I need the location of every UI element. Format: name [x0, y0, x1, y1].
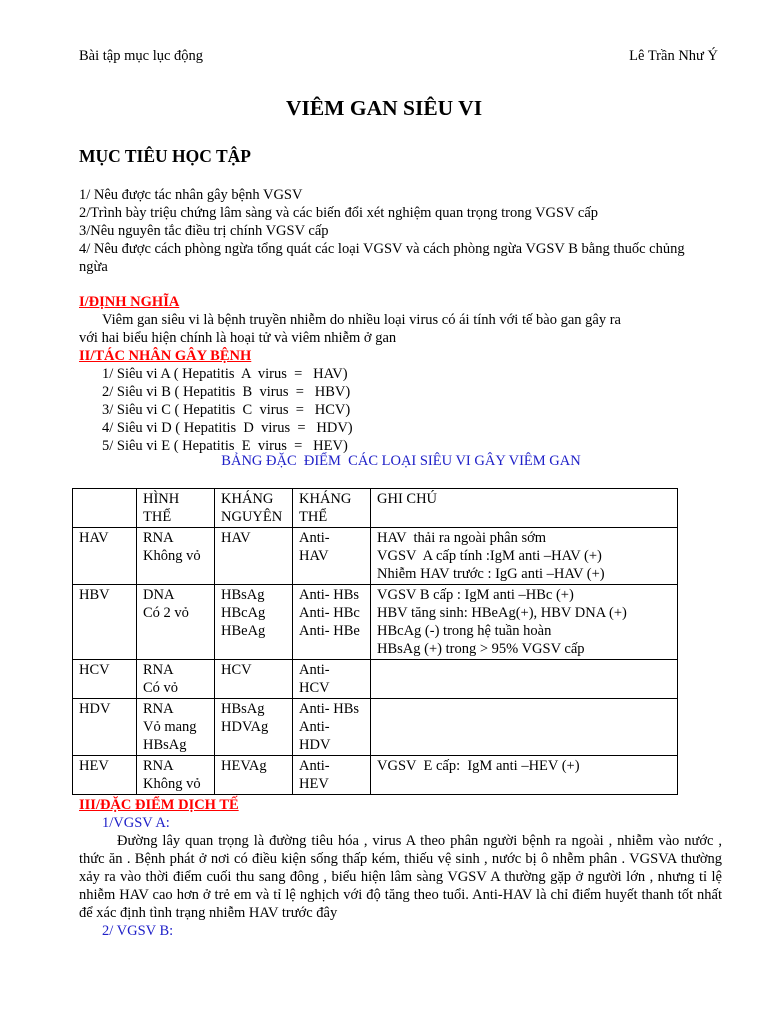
header-cell: KHÁNG NGUYÊN	[215, 489, 293, 528]
cause-item: 3/ Siêu vi C ( Hepatitis C virus = HCV)	[102, 402, 351, 418]
shape-cell: RNA Có vỏ	[137, 660, 215, 699]
notes-cell	[371, 660, 678, 699]
notes-cell: VGSV E cấp: IgM anti –HEV (+)	[371, 756, 678, 795]
virus-name-cell: HAV	[73, 528, 137, 585]
notes-cell: HAV thải ra ngoài phân sớm VGSV A cấp tính :IgM anti –HAV (+) Nhiễm HAV trước : IgG anti –HAV (+)	[371, 528, 678, 585]
antigen-cell: HCV	[215, 660, 293, 699]
header-cell: KHÁNG THỂ	[293, 489, 371, 528]
table-row	[73, 528, 678, 585]
antibody-cell: Anti- HEV	[293, 756, 371, 795]
epidemiology-section	[79, 796, 722, 940]
page-title: VIÊM GAN SIÊU VI	[285, 96, 483, 120]
vgsv-a-paragraph: Đường lây quan trọng là đường tiêu hóa , virus A theo phân người bệnh ra ngoài , nhiễm vào nước , thức ăn . Bệnh phát ở nơi có điều kiện sống thấp kém, thiếu vệ sinh , nước bị ô nhễm phân . VGSVA thường xảy ra vào thời điểm cuối thu sang đông , biểu hiện lâm sàng VGSV A thường gặp ở người lớn , nhưng tỉ lệ nhiễm HAV cao hơn ở trẻ em và tỉ lệ nghịch với độ tăng theo tuổi. Anti-HAV là chỉ điểm huyết thanh tốt nhất để xác định tình trạng nhiễm HAV trước đây	[79, 833, 722, 921]
table-row	[73, 699, 678, 756]
header-cell	[73, 489, 137, 528]
cause-item: 2/ Siêu vi B ( Hepatitis B virus = HBV)	[102, 384, 351, 400]
objective-item: 2/Trình bày triệu chứng lâm sàng và các biến đổi xét nghiệm quan trọng trong VGSV cấp	[79, 205, 599, 221]
objectives-heading: MỤC TIÊU HỌC TẬP	[79, 146, 251, 166]
shape-cell: DNA Có 2 vỏ	[137, 585, 215, 660]
notes-cell	[371, 699, 678, 756]
table-header-row	[73, 489, 678, 528]
virus-table	[72, 488, 678, 795]
virus-name-cell: HCV	[73, 660, 137, 699]
virus-name-cell: HBV	[73, 585, 137, 660]
antibody-cell: Anti- HAV	[293, 528, 371, 585]
subsection-vgsv-a: 1/VGSV A:	[102, 815, 170, 831]
table-row	[73, 585, 678, 660]
antigen-cell: HEVAg	[215, 756, 293, 795]
antigen-cell: HBsAg HBcAg HBeAg	[215, 585, 293, 660]
cause-item: 1/ Siêu vi A ( Hepatitis A virus = HAV)	[102, 366, 348, 382]
definition-text: với hai biểu hiện chính là hoại tử và viêm nhiễm ở gan	[79, 330, 397, 346]
definition-section	[79, 293, 722, 455]
subsection-vgsv-b: 2/ VGSV B:	[102, 923, 174, 939]
virus-name-cell: HDV	[73, 699, 137, 756]
causes-heading: II/TÁC NHÂN GÂY BỆNH	[79, 348, 252, 364]
table-row	[73, 660, 678, 699]
definition-heading: I/ĐỊNH NGHĨA	[79, 294, 180, 310]
table-row	[73, 756, 678, 795]
table-caption: BẢNG ĐẶC ĐIỂM CÁC LOẠI SIÊU VI GÂY VIÊM GAN	[221, 453, 581, 469]
cause-item: 5/ Siêu vi E ( Hepatitis E virus = HEV)	[102, 438, 348, 454]
epidemiology-heading: III/ĐẶC ĐIỂM DỊCH TẾ	[79, 797, 239, 813]
antibody-cell: Anti- HBs Anti- HBc Anti- HBe	[293, 585, 371, 660]
shape-cell: RNA Không vỏ	[137, 756, 215, 795]
antigen-cell: HAV	[215, 528, 293, 585]
objective-item: 3/Nêu nguyên tắc điều trị chính VGSV cấp	[79, 223, 329, 239]
virus-name-cell: HEV	[73, 756, 137, 795]
header-cell: HÌNH THỂ	[137, 489, 215, 528]
header-author: Lê Trần Như Ý	[629, 48, 718, 64]
definition-text: Viêm gan siêu vi là bệnh truyền nhiễm do nhiều loại virus có ái tính với tế bào gan gây ra	[102, 312, 621, 328]
shape-cell: RNA Vỏ mang HBsAg	[137, 699, 215, 756]
objective-item: ngừa	[79, 259, 108, 275]
antigen-cell: HBsAg HDVAg	[215, 699, 293, 756]
shape-cell: RNA Không vỏ	[137, 528, 215, 585]
notes-cell: VGSV B cấp : IgM anti –HBc (+) HBV tăng sinh: HBeAg(+), HBV DNA (+) HBcAg (-) trong hệ tuần hoàn HBsAg (+) trong > 95% VGSV cấp	[371, 585, 678, 660]
antibody-cell: Anti- HCV	[293, 660, 371, 699]
header-cell: GHI CHÚ	[371, 489, 678, 528]
antibody-cell: Anti- HBs Anti- HDV	[293, 699, 371, 756]
objective-item: 4/ Nêu được cách phòng ngừa tổng quát các loại VGSV và cách phòng ngừa VGSV B bằng thuốc chủng	[79, 241, 685, 257]
objectives-list	[79, 186, 722, 276]
header-subject: Bài tập mục lục động	[79, 48, 204, 64]
objective-item: 1/ Nêu được tác nhân gây bệnh VGSV	[79, 187, 303, 203]
cause-item: 4/ Siêu vi D ( Hepatitis D virus = HDV)	[102, 420, 353, 436]
